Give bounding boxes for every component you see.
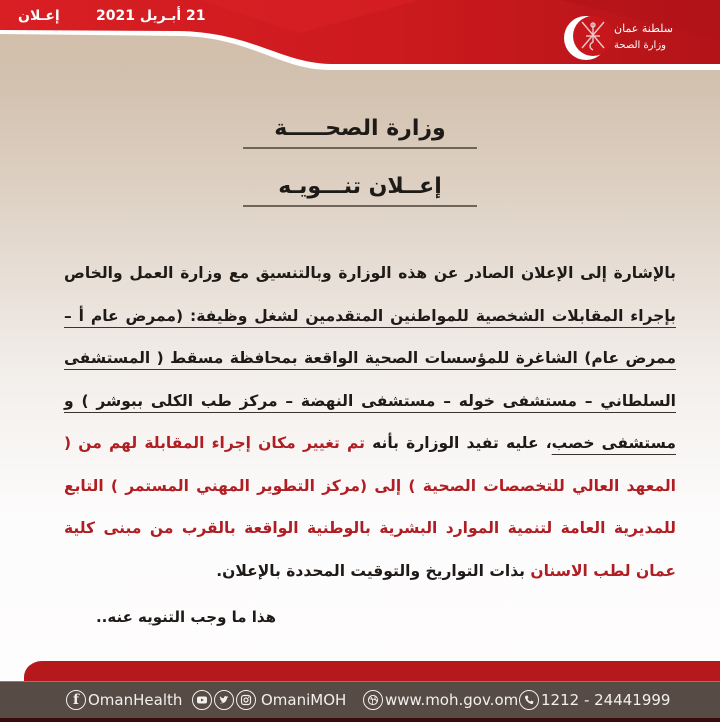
footer-phone[interactable] xyxy=(519,688,670,712)
announcement-title-text: إعــلان تنـــويـه xyxy=(243,174,477,207)
youtube-icon xyxy=(192,690,212,710)
body-intro: بالإشارة إلى الإعلان الصادر عن هذه الوزارة وبالتنسيق مع وزارة العمل والخاص xyxy=(64,264,676,282)
announcement-title xyxy=(0,174,720,207)
ministry-title-text: وزارة الصحـــــة xyxy=(243,116,477,149)
footer-bottom-strip xyxy=(0,718,720,722)
closing-note: هذا ما وجب التنويه عنه.. xyxy=(95,608,276,626)
announcement-date: 21 أبـريل 2021 xyxy=(96,8,206,24)
website-link[interactable]: www.moh.gov.om xyxy=(385,691,519,709)
ministry-logo xyxy=(562,12,712,64)
globe-icon xyxy=(363,690,383,710)
footer-facebook[interactable] xyxy=(66,688,182,712)
body-interview-details: بإجراء المقابلات الشخصية للمواطنين المتقدمين لشغل وظيفة: (ممرض عام أ – ممرض عام) الشاغرة للمؤسسات الصحية الواقعة بمحافظة مسقط ( المستشفى السلطاني – مستشفى خوله – مستشفى النهضة – مركز طب الكلى ببوشر ) و مستشفى خصب xyxy=(64,306,676,452)
body-ministry-notice: ، عليه تفيد الوزارة بأنه xyxy=(364,434,552,452)
facebook-icon: f xyxy=(66,690,86,710)
phone-icon xyxy=(519,690,539,710)
body-dates-note: بذات التواريخ والتوقيت المحددة بالإعلان. xyxy=(216,561,531,580)
logo-sultanate-text: سلطنة عمان xyxy=(614,22,673,35)
footer-website[interactable] xyxy=(363,688,518,712)
phone-number[interactable]: 1212 - 24441999 xyxy=(541,691,671,709)
logo-ministry-text: وزارة الصحة xyxy=(614,40,666,51)
instagram-icon xyxy=(236,690,256,710)
footer-red-band xyxy=(24,661,720,681)
ministry-title xyxy=(0,116,720,149)
footer-social-handles[interactable] xyxy=(192,688,346,712)
body-location-change: تم تغيير مكان إجراء المقابلة لهم من ( المعهد العالي للتخصصات الصحية ) إلى (مركز التطوير المهني المستمر ) التابع للمديرية العامة لتنمية الموارد البشرية بالوطنية الواقعة بالقرب من مبنى كلية عمان لطب الاسنان xyxy=(64,434,676,580)
announcement-label: إعـلان xyxy=(18,8,60,24)
facebook-handle[interactable]: OmanHealth xyxy=(88,691,183,709)
twitter-icon xyxy=(214,690,234,710)
crescent-icon xyxy=(564,16,613,60)
social-handle[interactable]: OmaniMOH xyxy=(261,691,347,709)
announcement-body xyxy=(64,252,676,592)
